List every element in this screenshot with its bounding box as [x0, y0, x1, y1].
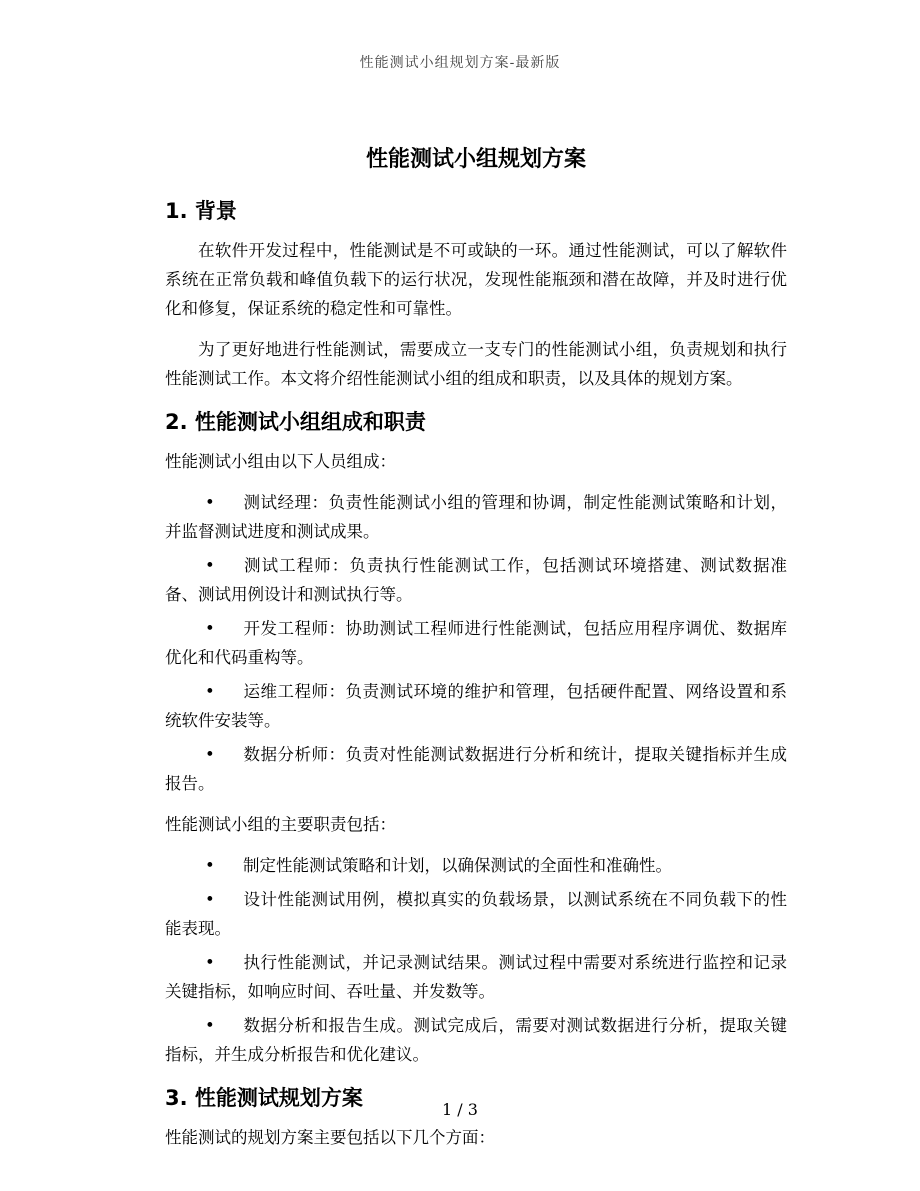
running-header: 性能测试小组规划方案-最新版 [359, 55, 561, 71]
duties-list [165, 851, 787, 1069]
section-heading-background: 1. 背景 [165, 199, 237, 223]
paragraph: 为了更好地进行性能测试，需要成立一支专门的性能测试小组，负责规划和执行性能测试工作。本文将介绍性能测试小组的组成和职责，以及具体的规划方案。 [165, 340, 787, 388]
members-list [165, 488, 787, 798]
document-body [165, 140, 787, 1164]
list-item: • 运维工程师：负责测试环境的维护和管理，包括硬件配置、网络设置和系统软件安装等。 [165, 677, 787, 735]
bullet-icon: • [205, 556, 215, 575]
paragraph: 性能测试小组由以下人员组成： [165, 452, 396, 471]
list-item: • 测试工程师：负责执行性能测试工作，包括测试环境搭建、测试数据准备、测试用例设计和测试执行等。 [165, 551, 787, 609]
paragraph: 在软件开发过程中，性能测试是不可或缺的一环。通过性能测试，可以了解软件系统在正常负载和峰值负载下的运行状况，发现性能瓶颈和潜在故障，并及时进行优化和修复，保证系统的稳定性和可靠性。 [165, 241, 787, 318]
list-item: • 制定性能测试策略和计划，以确保测试的全面性和准确性。 [165, 851, 787, 880]
paragraph: 性能测试的规划方案主要包括以下几个方面： [165, 1128, 495, 1147]
bullet-icon: • [205, 953, 215, 972]
page-number: 1 / 3 [442, 1100, 478, 1119]
list-item: • 测试经理：负责性能测试小组的管理和协调，制定性能测试策略和计划，并监督测试进度和测试成果。 [165, 488, 787, 546]
bullet-icon: • [205, 890, 215, 909]
bullet-icon: • [205, 1016, 215, 1035]
list-item: • 设计性能测试用例，模拟真实的负载场景，以测试系统在不同负载下的性能表现。 [165, 885, 787, 943]
section-heading-team: 2. 性能测试小组组成和职责 [165, 410, 426, 434]
list-item: • 开发工程师：协助测试工程师进行性能测试，包括应用程序调优、数据库优化和代码重构等。 [165, 614, 787, 672]
bullet-icon: • [205, 856, 215, 875]
list-item: • 数据分析师：负责对性能测试数据进行分析和统计，提取关键指标并生成报告。 [165, 740, 787, 798]
section-heading-plan: 3. 性能测试规划方案 [165, 1086, 363, 1110]
bullet-icon: • [205, 493, 215, 512]
paragraph: 性能测试小组的主要职责包括： [165, 815, 396, 834]
document-title: 性能测试小组规划方案 [365, 147, 586, 172]
bullet-icon: • [205, 682, 215, 701]
list-item: • 数据分析和报告生成。测试完成后，需要对测试数据进行分析，提取关键指标，并生成分析报告和优化建议。 [165, 1011, 787, 1069]
bullet-icon: • [205, 745, 215, 764]
list-item: • 执行性能测试，并记录测试结果。测试过程中需要对系统进行监控和记录关键指标，如响应时间、吞吐量、并发数等。 [165, 948, 787, 1006]
bullet-icon: • [205, 619, 215, 638]
